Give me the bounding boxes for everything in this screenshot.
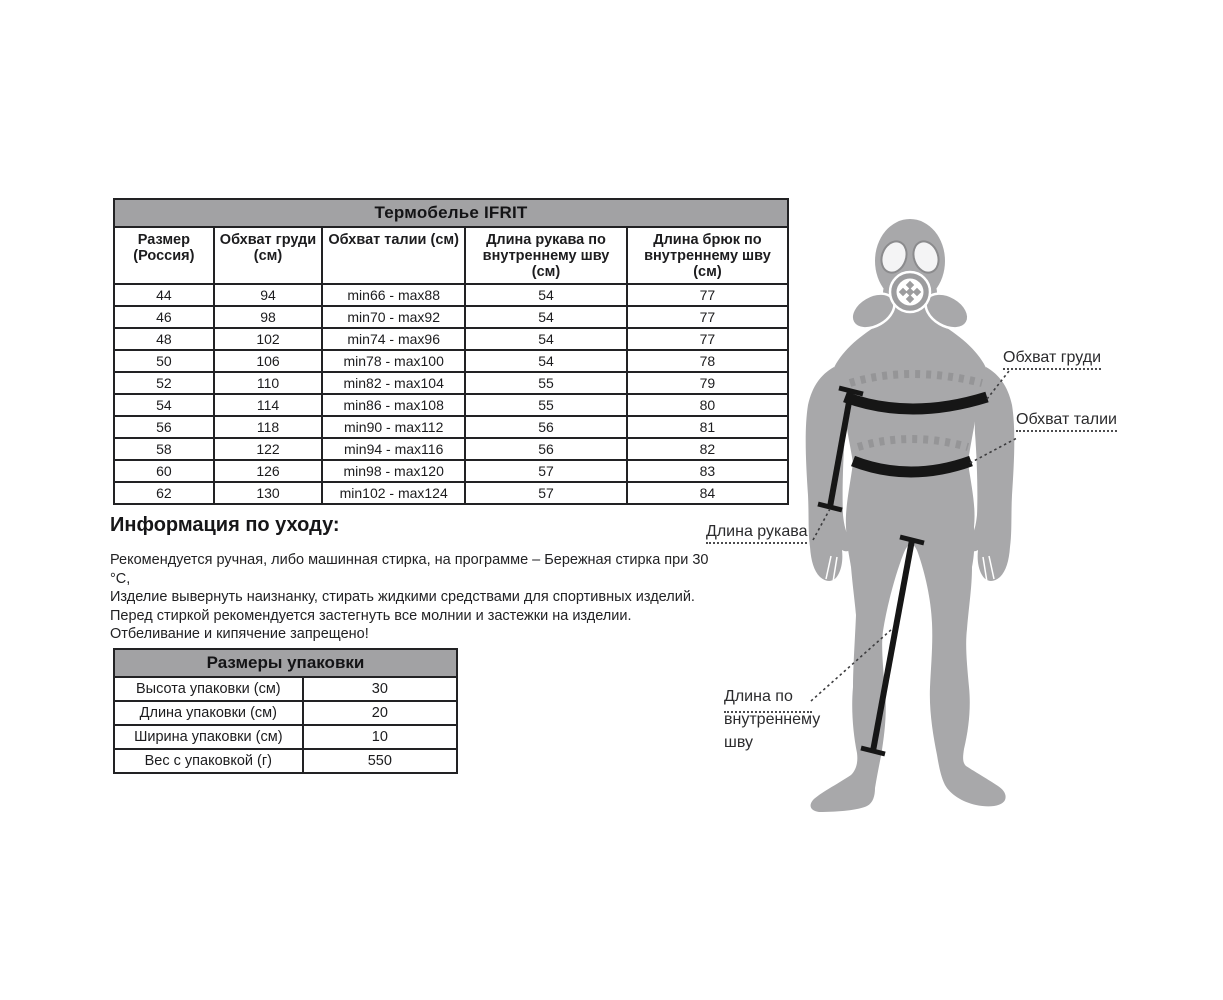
package-table-row: [114, 677, 457, 701]
care-text: [110, 551, 730, 644]
size-table-row: [114, 394, 788, 416]
package-row-label: Ширина упаковки (см): [114, 725, 303, 749]
size-table-cell: min82 - max104: [322, 372, 465, 394]
size-table-cell: 50: [114, 350, 214, 372]
size-table-row: [114, 460, 788, 482]
care-line: Изделие вывернуть наизнанку, стирать жидкими средствами для спортивных изделий.: [110, 589, 695, 605]
size-table-title: Термобелье IFRIT: [114, 199, 788, 227]
size-table-cell: 46: [114, 306, 214, 328]
size-table-cell: 77: [627, 328, 788, 350]
size-table-cell: 54: [465, 350, 627, 372]
size-table-cell: min94 - max116: [322, 438, 465, 460]
col-sleeve: Длина рукава по внутреннему шву (см): [465, 227, 627, 284]
package-table-title-row: [114, 649, 457, 677]
size-table-row: [114, 306, 788, 328]
size-table-cell: 77: [627, 284, 788, 306]
size-table-cell: min70 - max92: [322, 306, 465, 328]
size-table-cell: min86 - max108: [322, 394, 465, 416]
size-table-cell: 54: [465, 284, 627, 306]
size-table-body: [114, 284, 788, 504]
size-table-cell: min98 - max120: [322, 460, 465, 482]
size-table-cell: 54: [114, 394, 214, 416]
size-table-cell: 57: [465, 482, 627, 504]
package-row-value: 30: [303, 677, 457, 701]
waist-annotation-label: Обхват талии: [1016, 411, 1117, 432]
size-table-cell: 77: [627, 306, 788, 328]
size-table-cell: 118: [214, 416, 323, 438]
size-table-cell: 94: [214, 284, 323, 306]
size-table-cell: 57: [465, 460, 627, 482]
size-table-row: [114, 350, 788, 372]
package-row-label: Длина упаковки (см): [114, 701, 303, 725]
package-table-row: [114, 725, 457, 749]
size-table-cell: 83: [627, 460, 788, 482]
package-table-row: [114, 749, 457, 773]
care-title: Информация по уходу:: [110, 514, 340, 536]
sleeve-annotation-label: Длина рукава: [706, 523, 807, 544]
size-table-cell: 114: [214, 394, 323, 416]
size-table-cell: 122: [214, 438, 323, 460]
size-table-cell: min66 - max88: [322, 284, 465, 306]
size-table-cell: 78: [627, 350, 788, 372]
size-table-cell: 84: [627, 482, 788, 504]
col-size: Размер (Россия): [114, 227, 214, 284]
size-table-row: [114, 438, 788, 460]
care-line: Рекомендуется ручная, либо машинная стирка, на программе – Бережная стирка при 30 °C,: [110, 552, 709, 587]
size-table-cell: 52: [114, 372, 214, 394]
size-table-header-row: [114, 227, 788, 284]
size-table-cell: 54: [465, 306, 627, 328]
chest-annotation: [1003, 349, 1101, 370]
col-chest: Обхват груди (см): [214, 227, 323, 284]
size-table-cell: 55: [465, 394, 627, 416]
size-table-row: [114, 284, 788, 306]
size-table-cell: 62: [114, 482, 214, 504]
inseam-annotation-underline: [724, 711, 812, 713]
size-table-cell: min78 - max100: [322, 350, 465, 372]
package-row-label: Высота упаковки (см): [114, 677, 303, 701]
size-table: [113, 198, 789, 505]
package-table: [113, 648, 458, 774]
size-table-cell: 98: [214, 306, 323, 328]
package-row-label: Вес с упаковкой (г): [114, 749, 303, 773]
size-table-cell: min74 - max96: [322, 328, 465, 350]
sleeve-annotation: [706, 523, 807, 544]
size-table-row: [114, 416, 788, 438]
chest-annotation-label: Обхват груди: [1003, 349, 1101, 370]
size-table-cell: min102 - max124: [322, 482, 465, 504]
size-table-cell: 54: [465, 328, 627, 350]
size-table-row: [114, 372, 788, 394]
size-table-cell: 80: [627, 394, 788, 416]
size-table-row: [114, 482, 788, 504]
size-table-cell: 79: [627, 372, 788, 394]
col-waist: Обхват талии (см): [322, 227, 465, 284]
care-line: Перед стиркой рекомендуется застегнуть все молнии и застежки на изделии.: [110, 607, 632, 624]
size-table-cell: 56: [465, 416, 627, 438]
size-table-cell: 58: [114, 438, 214, 460]
size-table-cell: 48: [114, 328, 214, 350]
col-pants: Длина брюк по внутреннему шву (см): [627, 227, 788, 284]
inseam-annotation: Длина по внутреннему шву: [724, 688, 821, 751]
size-table-cell: 82: [627, 438, 788, 460]
waist-annotation: [1016, 411, 1117, 432]
package-table-body: [114, 677, 457, 773]
size-table-cell: 56: [465, 438, 627, 460]
size-table-cell: 102: [214, 328, 323, 350]
size-table-cell: 44: [114, 284, 214, 306]
size-table-cell: 110: [214, 372, 323, 394]
package-row-value: 20: [303, 701, 457, 725]
size-table-cell: 126: [214, 460, 323, 482]
size-table-cell: min90 - max112: [322, 416, 465, 438]
size-table-cell: 60: [114, 460, 214, 482]
package-row-value: 550: [303, 749, 457, 773]
package-table-title: Размеры упаковки: [114, 649, 457, 677]
size-table-title-row: [114, 199, 788, 227]
size-table-cell: 56: [114, 416, 214, 438]
size-table-cell: 106: [214, 350, 323, 372]
care-line: Отбеливание и кипячение запрещено!: [110, 626, 369, 642]
package-row-value: 10: [303, 725, 457, 749]
size-table-cell: 130: [214, 482, 323, 504]
size-table-row: [114, 328, 788, 350]
package-table-row: [114, 701, 457, 725]
size-table-cell: 55: [465, 372, 627, 394]
size-table-cell: 81: [627, 416, 788, 438]
